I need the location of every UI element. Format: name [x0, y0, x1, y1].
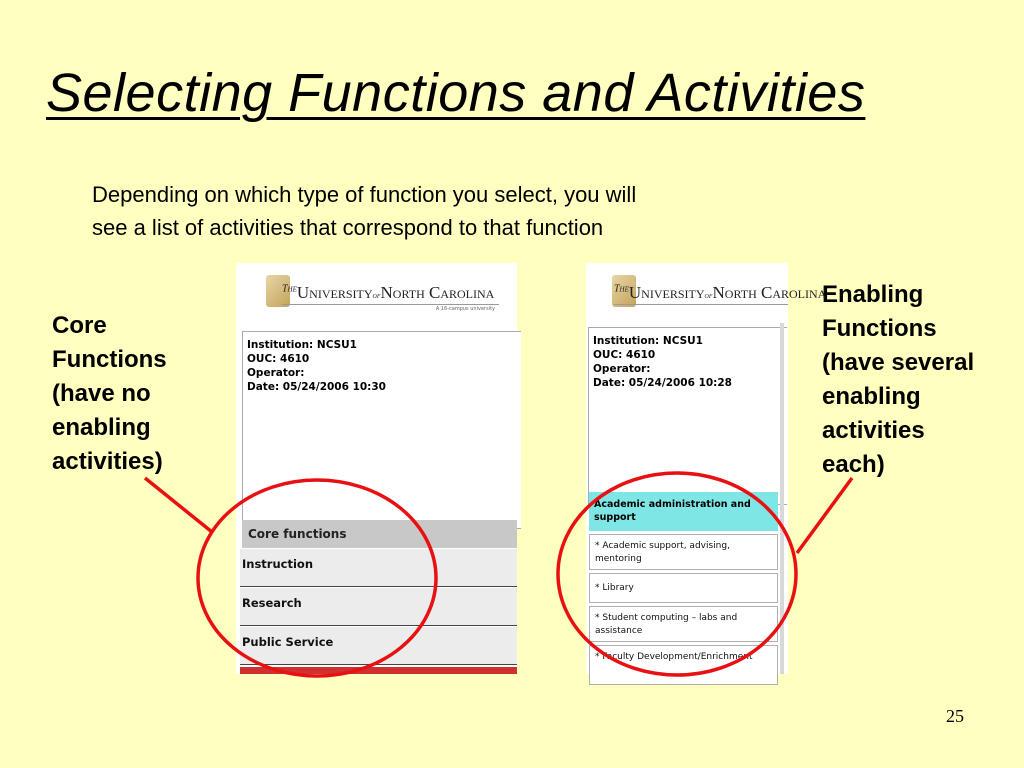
enabling-functions-callout	[822, 278, 974, 482]
callout-line: (have no	[52, 380, 151, 407]
menu-item-instruction[interactable]: Instruction	[240, 549, 517, 587]
callout-line: enabling	[52, 414, 151, 441]
footer-bar	[240, 667, 517, 674]
callout-line: Functions	[822, 315, 937, 342]
callout-line: activities	[822, 417, 925, 444]
unc-tagline: A 16-campus university	[435, 306, 495, 312]
unc-banner	[236, 263, 517, 321]
callout-line: activities)	[52, 448, 163, 475]
date-label: Date: 05/24/2006 10:30	[247, 381, 386, 393]
menu-item-public-service[interactable]: Public Service	[240, 627, 517, 665]
selected-function-header[interactable]: Academic administration and support	[589, 492, 778, 531]
session-info-box	[242, 331, 521, 529]
unc-wordmark: $^{The}$UniversityofNorth Carolina	[614, 283, 827, 302]
slide-subtitle	[92, 178, 812, 244]
session-info-box	[588, 327, 787, 505]
operator-label: Operator:	[593, 363, 651, 375]
date-label: Date: 05/24/2006 10:28	[593, 377, 732, 389]
core-functions-header: Core functions	[242, 520, 517, 548]
menu-item-research[interactable]: Research	[240, 588, 517, 626]
callout-line: each)	[822, 451, 885, 478]
slide-title: Selecting Functions and Activities	[46, 63, 866, 123]
ouc-label: OUC: 4610	[247, 353, 310, 365]
core-functions-callout	[52, 309, 167, 479]
activity-item[interactable]: * Faculty Development/Enrichment	[589, 645, 778, 685]
banner-rule	[614, 304, 788, 305]
banner-rule	[282, 304, 499, 305]
unc-banner	[586, 263, 827, 321]
enabling-functions-screenshot	[586, 263, 827, 674]
operator-label: Operator:	[247, 367, 305, 379]
callout-line: (have several	[822, 349, 975, 376]
page-number: 25	[946, 706, 964, 726]
core-callout-pointer	[145, 478, 212, 532]
callout-line: Functions	[52, 346, 167, 373]
activity-item[interactable]: * Library	[589, 573, 778, 603]
activity-item[interactable]: * Student computing – labs and assistance	[589, 606, 778, 642]
subtitle-line: Depending on which type of function you select, you will	[92, 182, 637, 207]
institution-label: Institution: NCSU1	[247, 339, 357, 351]
institution-label: Institution: NCSU1	[593, 335, 703, 347]
column-separator	[780, 323, 784, 674]
enabling-callout-pointer	[797, 478, 852, 553]
core-functions-screenshot	[236, 263, 517, 674]
callout-line: Core	[52, 312, 107, 339]
ouc-label: OUC: 4610	[593, 349, 656, 361]
unc-wordmark: $^{The}$UniversityofNorth Carolina	[282, 283, 495, 302]
subtitle-line: see a list of activities that correspond to that function	[92, 215, 604, 240]
activity-item[interactable]: * Academic support, advising, mentoring	[589, 534, 778, 570]
callout-line: Enabling	[822, 281, 924, 308]
callout-line: enabling	[822, 383, 921, 410]
